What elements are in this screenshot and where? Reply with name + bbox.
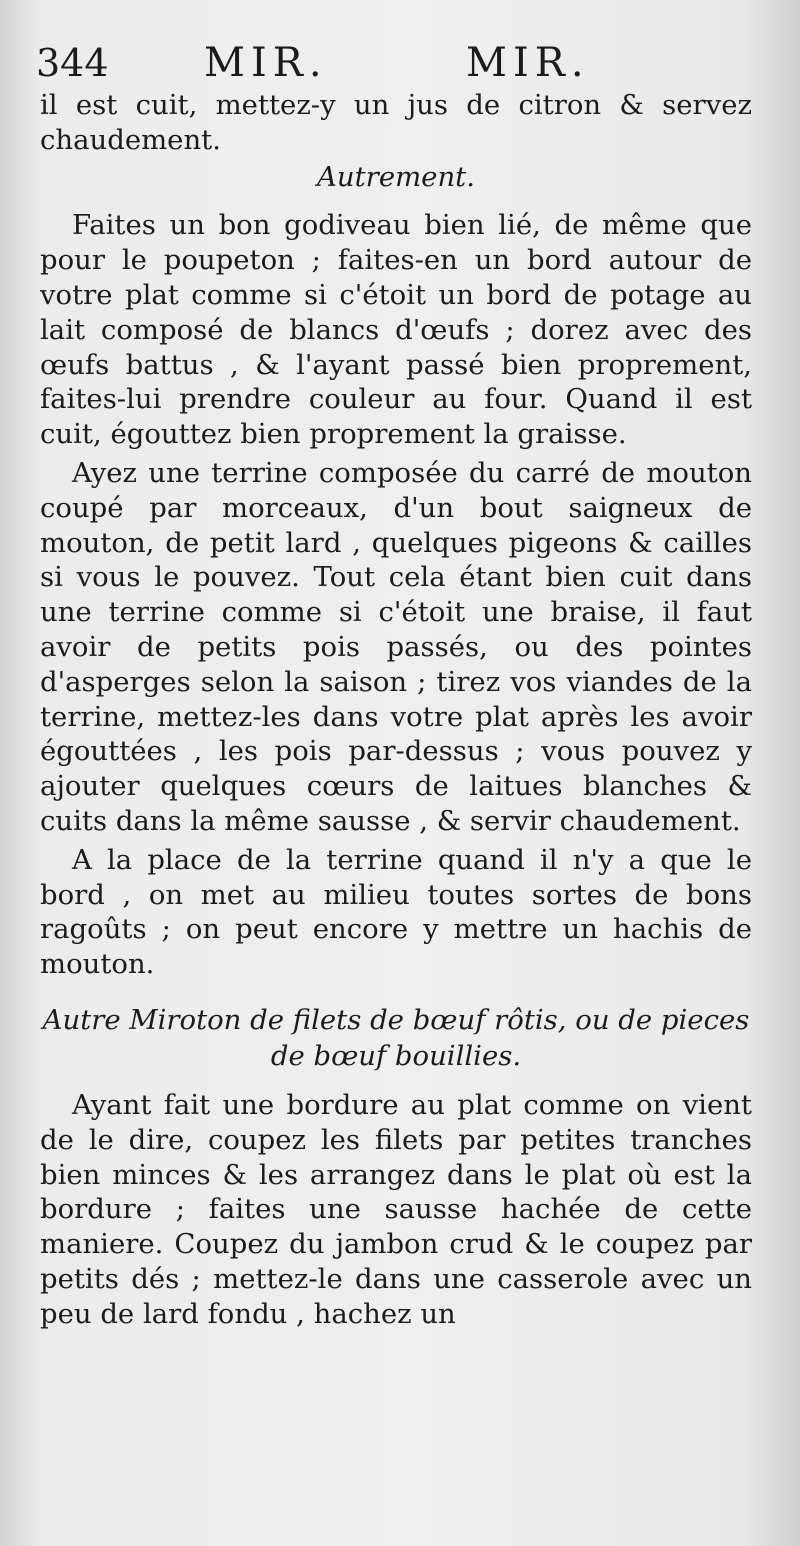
right-running-title: MIR.: [466, 40, 590, 86]
paragraph-place-terrine: A la place de la terrine quand il n'y a que le bord , on met au milieu toutes sortes de bons ragoûts ; on peut encore y mettre un hachis de mouton.: [40, 843, 752, 981]
paragraph-terrine: Ayez une terrine composée du carré de mouton coupé par morceaux, d'un bout saigneux de mouton, de petit lard , quelques pigeons & cailles si vous le pouvez. Tout cela étant bien cuit dans une terrine comme si c'étoit une braise, il faut avoir de petits pois passés, ou des pointes d'asperges selon la saison ; tirez vos viandes de la terrine, mettez-les dans votre plat après les avoir égouttées , les pois par-dessus ; vous pouvez y ajouter quelques cœurs de laitues blanches & cuits dans la même sausse , & servir chaudement.: [40, 456, 752, 837]
section-heading-miroton: Autre Miroton de filets de bœuf rôtis, ou de pieces de bœuf bouillies.: [42, 1003, 750, 1072]
page-number: 344: [36, 41, 109, 85]
left-running-title: MIR.: [204, 40, 328, 86]
paragraph-bordure: Ayant fait une bordure au plat comme on vient de le dire, coupez les filets par petites tranches bien minces & les arrangez dans le plat où est la bordure ; faites une sausse hachée de cette maniere. Coupez du jambon crud & le coupez par petits dés ; mettez-le dans une casserole avec un peu de lard fondu , hachez un: [40, 1088, 752, 1330]
section-heading-autrement: Autrement.: [317, 160, 475, 193]
paragraph-godiveau: Faites un bon godiveau bien lié, de même que pour le poupeton ; faites-en un bord autour de votre plat comme si c'étoit un bord de potage au lait composé de blancs d'œufs ; dorez avec des œufs battus , & l'ayant passé bien proprement, faites-lui prendre couleur au four. Quand il est cuit, égouttez bien proprement la graisse.: [40, 209, 752, 451]
paragraph-continuation: il est cuit, mettez-y un jus de citron & servez chaudement.: [40, 89, 752, 156]
running-header: [36, 38, 776, 88]
page-body: [40, 88, 752, 1332]
